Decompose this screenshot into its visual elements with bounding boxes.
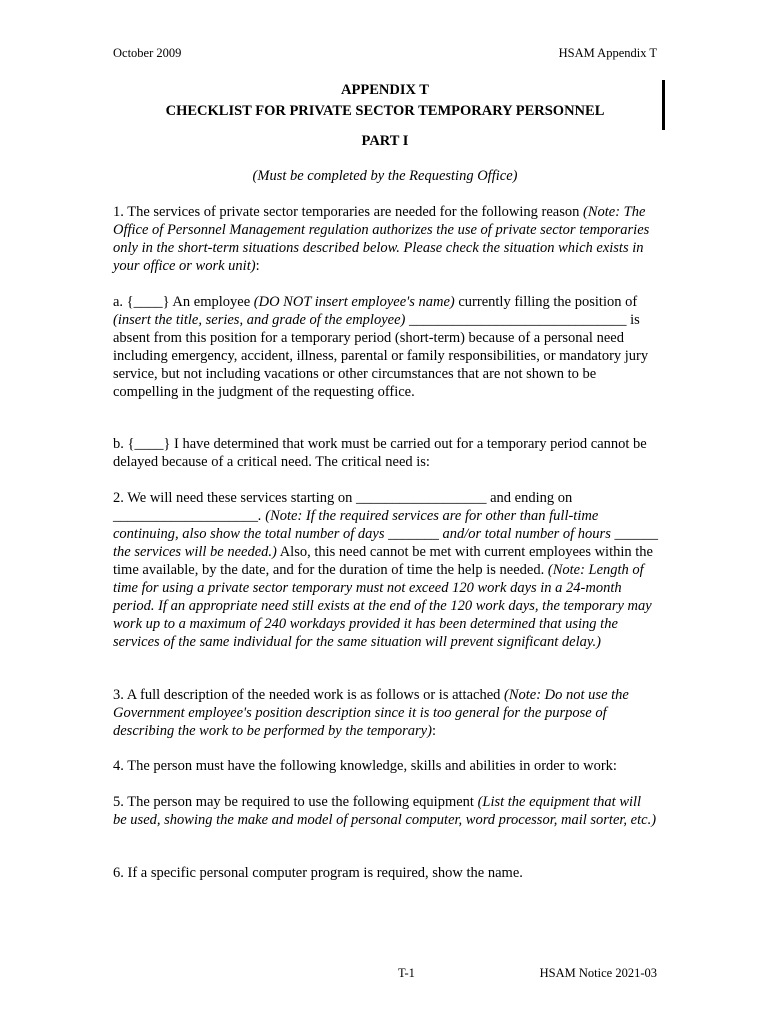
item-a-note-name: (DO NOT insert employee's name) bbox=[253, 294, 455, 310]
footer-notice: HSAM Notice 2021-03 bbox=[539, 966, 657, 980]
page-number: T-1 bbox=[398, 966, 415, 980]
item-2 bbox=[113, 489, 658, 651]
item-3-note: (Note: Do not use the Government employee's position description since it is too general for the purpose of describing the work to be performed by the temporary) bbox=[113, 687, 629, 739]
item-2-note-2: (Note: Length of time for using a private sector temporary must not exceed 120 work days in a 24-month period. If an appropriate need still exists at the end of the 120 work days, the temporary may work up to a maximum of 240 workdays provided it has been determined that using the services of the same individual for the same situation will prevent significant delay.) bbox=[113, 562, 652, 650]
item-1-text: 1. The services of private sector temporaries are needed for the following reason bbox=[113, 204, 583, 220]
header-document-name: HSAM Appendix T bbox=[558, 46, 657, 60]
item-b: b. {____} I have determined that work must be carried out for a temporary period cannot be delayed because of a critical need. The critical need is: bbox=[113, 436, 647, 470]
checklist-title: CHECKLIST FOR PRIVATE SECTOR TEMPORARY PERSONNEL bbox=[165, 103, 605, 119]
item-5 bbox=[113, 793, 658, 829]
item-a-text-3: ______________________________ is absent from this position for a temporary period (short-term) because of a personal need including emergency, accident, illness, parental or family responsibilities, or mandatory jury service, but not including vacations or other circumstances that are not shown to be compelling in the judgment of the requesting office. bbox=[113, 312, 649, 400]
item-2-note: . (Note: If the required services are for other than full-time continuing, also show the total number of days _______ and/or total number of hours ______ the services will be needed.) bbox=[113, 508, 658, 560]
item-2-text: 2. We will need these services starting on __________________ and ending on ____________________ bbox=[113, 490, 573, 524]
item-a-text-2: currently filling the position of bbox=[454, 294, 638, 310]
item-4: 4. The person must have the following knowledge, skills and abilities in order to work: bbox=[113, 758, 617, 774]
item-3-text: 3. A full description of the needed work is as follows or is attached bbox=[113, 687, 505, 703]
item-1-note: (Note: The Office of Personnel Management regulation authorizes the use of private sector temporaries only in the short-term situations described below. Please check the situation which exists in your office or work unit) bbox=[113, 204, 650, 274]
item-2-text-2: Also, this need cannot be met with current employees within the time available, by the date, and for the duration of time the help is needed. bbox=[113, 544, 653, 578]
item-a-note-title: (insert the title, series, and grade of the employee) bbox=[113, 312, 406, 328]
item-a-text: a. {____} An employee bbox=[113, 294, 254, 310]
item-1-end: : bbox=[255, 258, 260, 274]
item-5-text: 5. The person may be required to use the following equipment bbox=[113, 794, 478, 810]
subtitle: (Must be completed by the Requesting Office) bbox=[252, 168, 518, 184]
item-1 bbox=[113, 203, 658, 275]
item-3-end: : bbox=[431, 723, 436, 739]
appendix-title: APPENDIX T bbox=[341, 82, 429, 98]
header-date: October 2009 bbox=[113, 46, 182, 60]
item-a bbox=[113, 293, 658, 401]
item-5-note: (List the equipment that will be used, showing the make and model of personal computer, word processor, mail sorter, etc.) bbox=[113, 794, 657, 828]
item-3 bbox=[113, 686, 658, 740]
item-6: 6. If a specific personal computer program is required, show the name. bbox=[113, 865, 523, 881]
part-title: PART I bbox=[361, 133, 409, 149]
